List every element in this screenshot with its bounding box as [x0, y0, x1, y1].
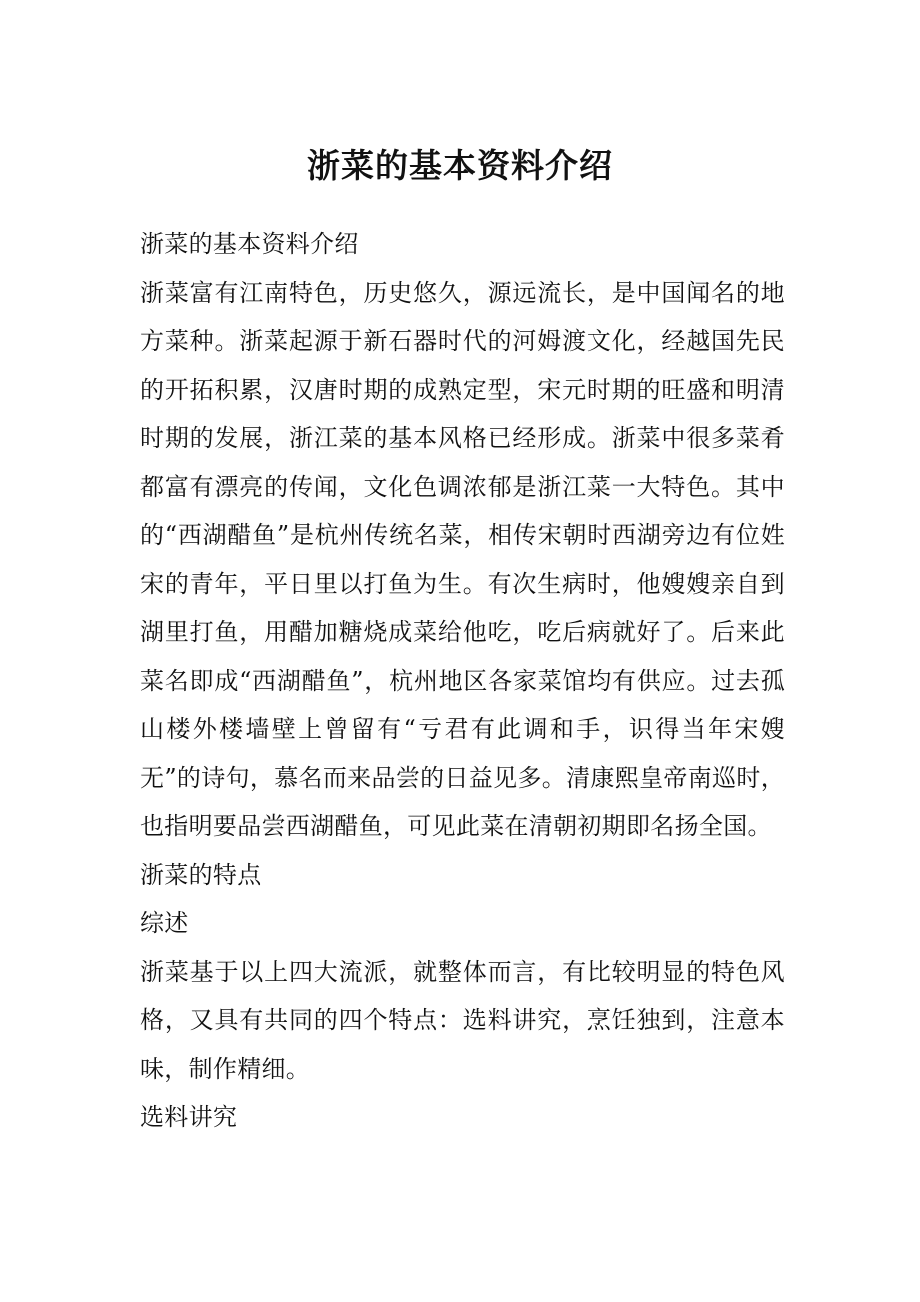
intro-paragraph: 浙菜富有江南特色，历史悠久，源远流长，是中国闻名的地方菜种。浙菜起源于新石器时代的河姆渡文化，经越国先民的开拓积累，汉唐时期的成熟定型，宋元时期的旺盛和明清时期的发展，浙江菜的基本风格已经形成。浙菜中很多菜肴都富有漂亮的传闻，文化色调浓郁是浙江菜一大特色。其中的“西湖醋鱼”是杭州传统名菜，相传宋朝时西湖旁边有位姓宋的青年，平日里以打鱼为生。有次生病时，他嫂嫂亲自到湖里打鱼，用醋加糖烧成菜给他吃，吃后病就好了。后来此菜名即成“西湖醋鱼”，杭州地区各家菜馆均有供应。过去孤山楼外楼墙壁上曾留有“亏君有此调和手，识得当年宋嫂无”的诗句，慕名而来品尝的日益见多。清康熙皇帝南巡时，也指明要品尝西湖醋鱼，可见此菜在清朝初期即名扬全国。 [140, 278, 785, 840]
summary-paragraph: 浙菜基于以上四大流派，就整体而言，有比较明显的特色风格，又具有共同的四个特点：选料讲究，烹饪独到，注意本味，制作精细。 [140, 957, 785, 1083]
page-title: 浙菜的基本资料介绍 [307, 146, 613, 185]
subtitle-heading: 浙菜的基本资料介绍 [140, 230, 359, 258]
features-heading: 浙菜的特点 [140, 860, 262, 889]
summary-heading: 综述 [140, 909, 189, 937]
selection-heading: 选料讲究 [140, 1103, 238, 1131]
document-body [140, 220, 785, 1142]
